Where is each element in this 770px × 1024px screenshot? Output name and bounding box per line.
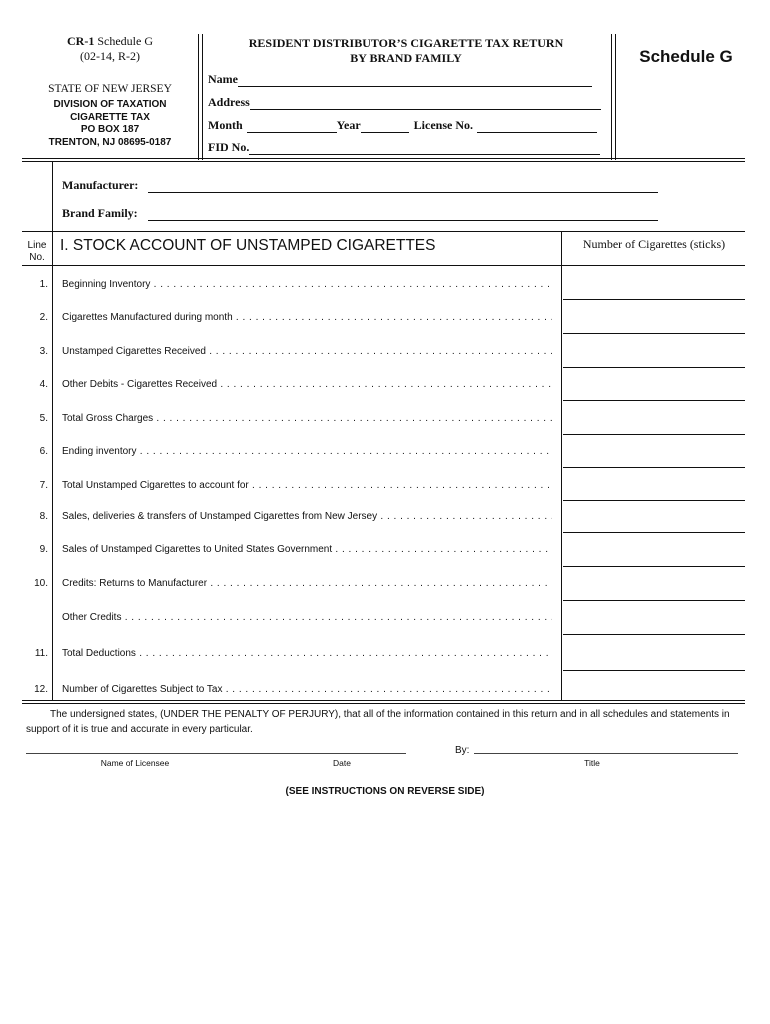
row-label: Total Unstamped Cigarettes to account for . . . <box>62 480 552 491</box>
row-label: Beginning Inventory . . . <box>62 279 552 290</box>
fid-input[interactable] <box>249 142 600 155</box>
signer-title-field[interactable] <box>474 753 738 754</box>
return-title <box>200 36 612 66</box>
license-input[interactable] <box>477 120 597 133</box>
column-header: Number of Cigarettes (sticks) <box>582 237 726 251</box>
table-head-rule <box>22 265 745 266</box>
manufacturer-field[interactable]: Manufacturer: <box>62 178 658 193</box>
state-name: STATE OF NEW JERSEY <box>48 83 172 95</box>
row-number: 4. <box>39 379 48 390</box>
agency-line: CIGARETTE TAX <box>70 111 150 123</box>
address-field[interactable]: Address <box>208 95 601 110</box>
row-number: 7. <box>39 480 48 491</box>
table-bottom-rule <box>22 703 745 704</box>
brand-family-field[interactable]: Brand Family: <box>62 206 658 221</box>
row-number: 10. <box>34 578 48 589</box>
row-number: 9. <box>39 544 48 555</box>
row-number: 12. <box>34 684 48 695</box>
row-number: 11. <box>34 648 48 659</box>
agency-address <box>22 99 198 149</box>
row-label: Total Gross Charges . . . <box>62 413 552 424</box>
row-number: 5. <box>39 413 48 424</box>
line-no-header: Line No. <box>27 240 47 263</box>
name-field[interactable]: Name <box>208 72 592 87</box>
row-label: Sales, deliveries & transfers of Unstamped Cigarettes from New Jersey . . . <box>62 511 552 522</box>
row-number: 2. <box>39 312 48 323</box>
row-label: Sales of Unstamped Cigarettes to United States Government . . . <box>62 544 552 555</box>
agency-line: TRENTON, NJ 08695-0187 <box>48 136 172 148</box>
row-number: 3. <box>39 346 48 357</box>
row-label: Credits: Returns to Manufacturer . . . <box>62 578 552 589</box>
schedule-title: Schedule G <box>639 47 733 66</box>
agency-line: DIVISION OF TAXATION <box>53 99 167 110</box>
amount-field[interactable] <box>563 400 745 401</box>
table-top-rule <box>22 231 745 232</box>
instructions-note: (SEE INSTRUCTIONS ON REVERSE SIDE) <box>285 786 485 797</box>
address-input[interactable] <box>250 97 601 110</box>
row-label: Other Credits . . . <box>62 612 552 623</box>
month-input[interactable] <box>247 120 337 133</box>
row-label: Other Debits - Cigarettes Received . . . <box>62 379 552 390</box>
amount-field[interactable] <box>563 500 745 501</box>
row-number: 6. <box>39 446 48 457</box>
amount-field[interactable] <box>563 367 745 368</box>
perjury-statement: The undersigned states, (UNDER THE PENALTY OF PERJURY), that all of the information contained in this return and in all schedules and statements in support of it is true and accurate in every particular. <box>26 709 730 735</box>
month-year-license-field[interactable]: Month Year License No. <box>208 118 597 133</box>
row-label: Number of Cigarettes Subject to Tax . . . <box>62 684 552 695</box>
value-column-divider <box>561 231 562 701</box>
amount-field[interactable] <box>563 434 745 435</box>
amount-field[interactable] <box>563 467 745 468</box>
return-title-line: BY BRAND FAMILY <box>350 51 462 65</box>
amount-field[interactable] <box>563 566 745 567</box>
brand-family-input[interactable] <box>148 208 658 221</box>
header-divider <box>198 34 199 160</box>
year-input[interactable] <box>361 120 409 133</box>
manufacturer-input[interactable] <box>148 180 658 193</box>
agency-line: PO BOX 187 <box>80 124 140 135</box>
form-revision: (02-14, R-2) <box>80 49 140 63</box>
title-caption: Title <box>584 758 600 768</box>
row-label: Total Deductions . . . <box>62 648 552 659</box>
amount-field[interactable] <box>563 634 745 635</box>
header-bottom-rule <box>22 161 745 162</box>
amount-field[interactable] <box>563 532 745 533</box>
date-caption: Date <box>333 758 351 768</box>
row-label: Ending inventory . . . <box>62 446 552 457</box>
row-number: 1. <box>39 279 48 290</box>
header-bottom-rule <box>22 158 745 159</box>
amount-field[interactable] <box>563 670 745 671</box>
name-of-licensee-caption: Name of Licensee <box>100 758 170 768</box>
amount-field[interactable] <box>563 600 745 601</box>
amount-field[interactable] <box>563 333 745 334</box>
amount-field[interactable] <box>563 299 745 300</box>
table-bottom-rule <box>22 700 745 701</box>
name-input[interactable] <box>238 74 592 87</box>
return-title-line: RESIDENT DISTRIBUTOR’S CIGARETTE TAX RETURN <box>248 36 564 50</box>
section-title: I. STOCK ACCOUNT OF UNSTAMPED CIGARETTES <box>60 237 436 254</box>
by-label: By: <box>455 745 470 756</box>
row-label: Unstamped Cigarettes Received . . . <box>62 346 552 357</box>
row-number: 8. <box>39 511 48 522</box>
licensee-signature-field[interactable] <box>26 753 406 754</box>
line-column-divider <box>52 162 53 700</box>
form-id-suffix: Schedule G <box>97 34 153 48</box>
fid-field[interactable]: FID No. <box>208 140 600 155</box>
form-id: CR-1 <box>67 34 95 48</box>
row-label: Cigarettes Manufactured during month . . . <box>62 312 552 323</box>
agency-block <box>22 34 198 149</box>
